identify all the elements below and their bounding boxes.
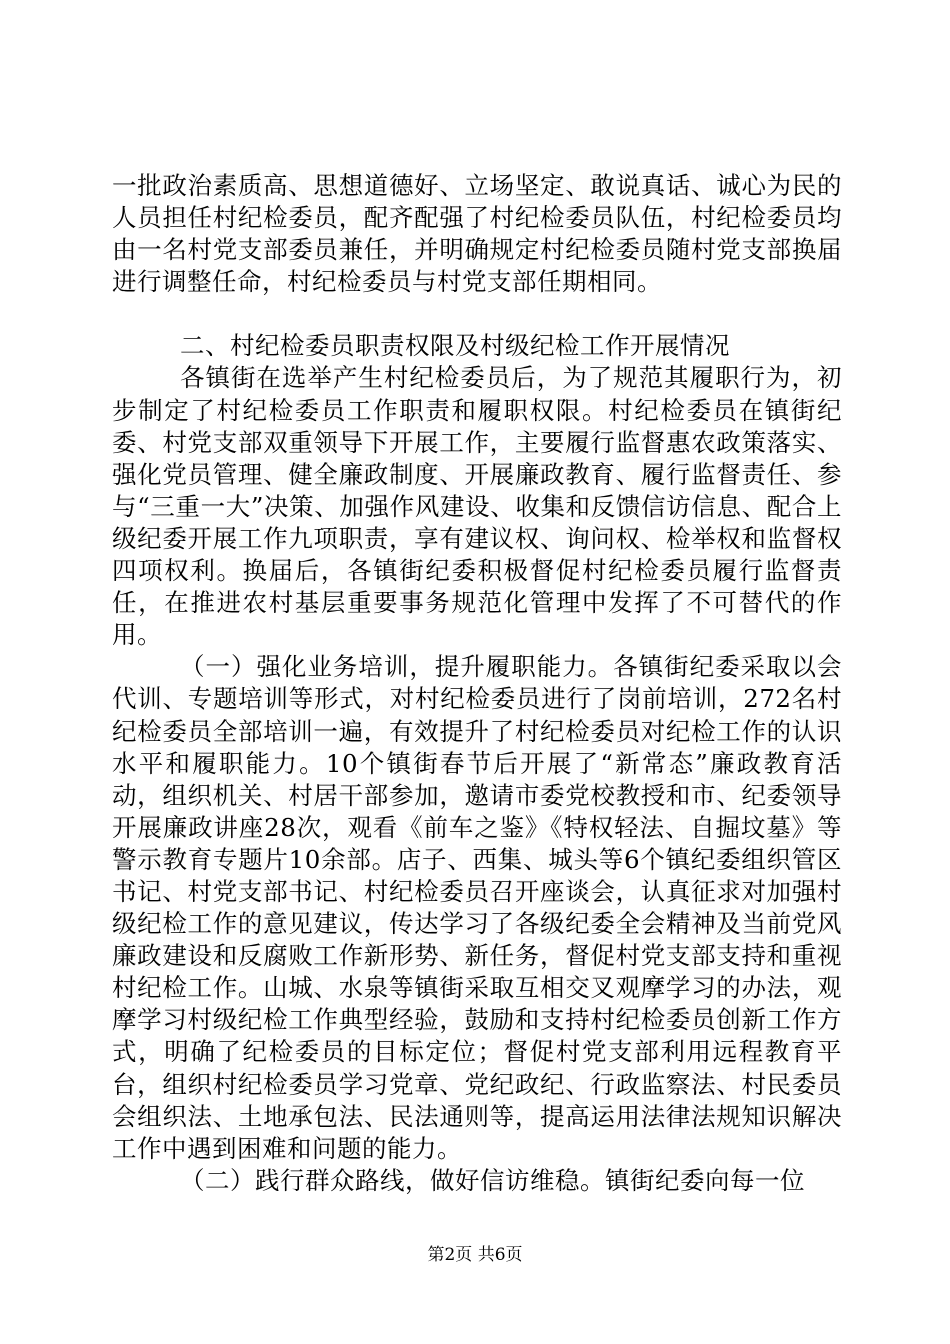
paragraph: 各镇街在选举产生村纪检委员后，为了规范其履职行为，初步制定了村纪检委员工作职责和履职权限。村纪检委员在镇街纪委、村党支部双重领导下开展工作，主要履行监督惠农政策落实、强化党员管理、健全廉政制度、开展廉政教育、履行监督责任、参与“三重一大”决策、加强作风建设、收集和反馈信访信息、配合上级纪委开展工作九项职责，享有建议权、询问权、检举权和监督权四项权利。换届后，各镇街纪委积极督促村纪检委员履行监督责任，在推进农村基层重要事务规范化管理中发挥了不可替代的作用。 [112,363,842,650]
paragraph-continuation: 一批政治素质高、思想道德好、立场坚定、敢说真话、诚心为民的人员担任村纪检委员，配齐配强了村纪检委员队伍，村纪检委员均由一名村党支部委员兼任，并明确规定村纪检委员随村党支部换届进行调整任命，村纪检委员与村党支部任期相同。 [112,171,842,297]
paragraph-spacer [112,298,842,330]
document-body [112,170,842,1197]
paragraph: （二）践行群众路线，做好信访维稳。镇街纪委向每一位 [180,1165,805,1195]
paragraph: （一）强化业务培训，提升履职能力。各镇街纪委采取以会代训、专题培训等形式，对村纪检委员进行了岗前培训，272名村纪检委员全部培训一遍，有效提升了村纪检委员对纪检工作的认识水平和履职能力。10个镇街春节后开展了“新常态”廉政教育活动，组织机关、村居干部参加，邀请市委党校教授和市、纪委领导开展廉政讲座28次，观看《前车之鉴》《特权轻法、自掘坟墓》等警示教育专题片10余部。店子、西集、城头等6个镇纪委组织管区书记、村党支部书记、村纪检委员召开座谈会，认真征求对加强村级纪检工作的意见建议，传达学习了各级纪委全会精神及当前党风廉政建设和反腐败工作新形势、新任务，督促村党支部支持和重视村纪检工作。山城、水泉等镇街采取互相交叉观摩学习的办法，观摩学习村级纪检工作典型经验，鼓励和支持村纪检委员创新工作方式，明确了纪检委员的目标定位；督促村党支部利用远程教育平台，组织村纪检委员学习党章、党纪政纪、行政监察法、村民委员会组织法、土地承包法、民法通则等，提高运用法律法规知识解决工作中遇到困难和问题的能力。 [112,652,842,1163]
section-heading: 二、村纪检委员职责权限及村级纪检工作开展情况 [180,331,730,361]
page-number-footer: 第2页 共6页 [427,1245,523,1265]
